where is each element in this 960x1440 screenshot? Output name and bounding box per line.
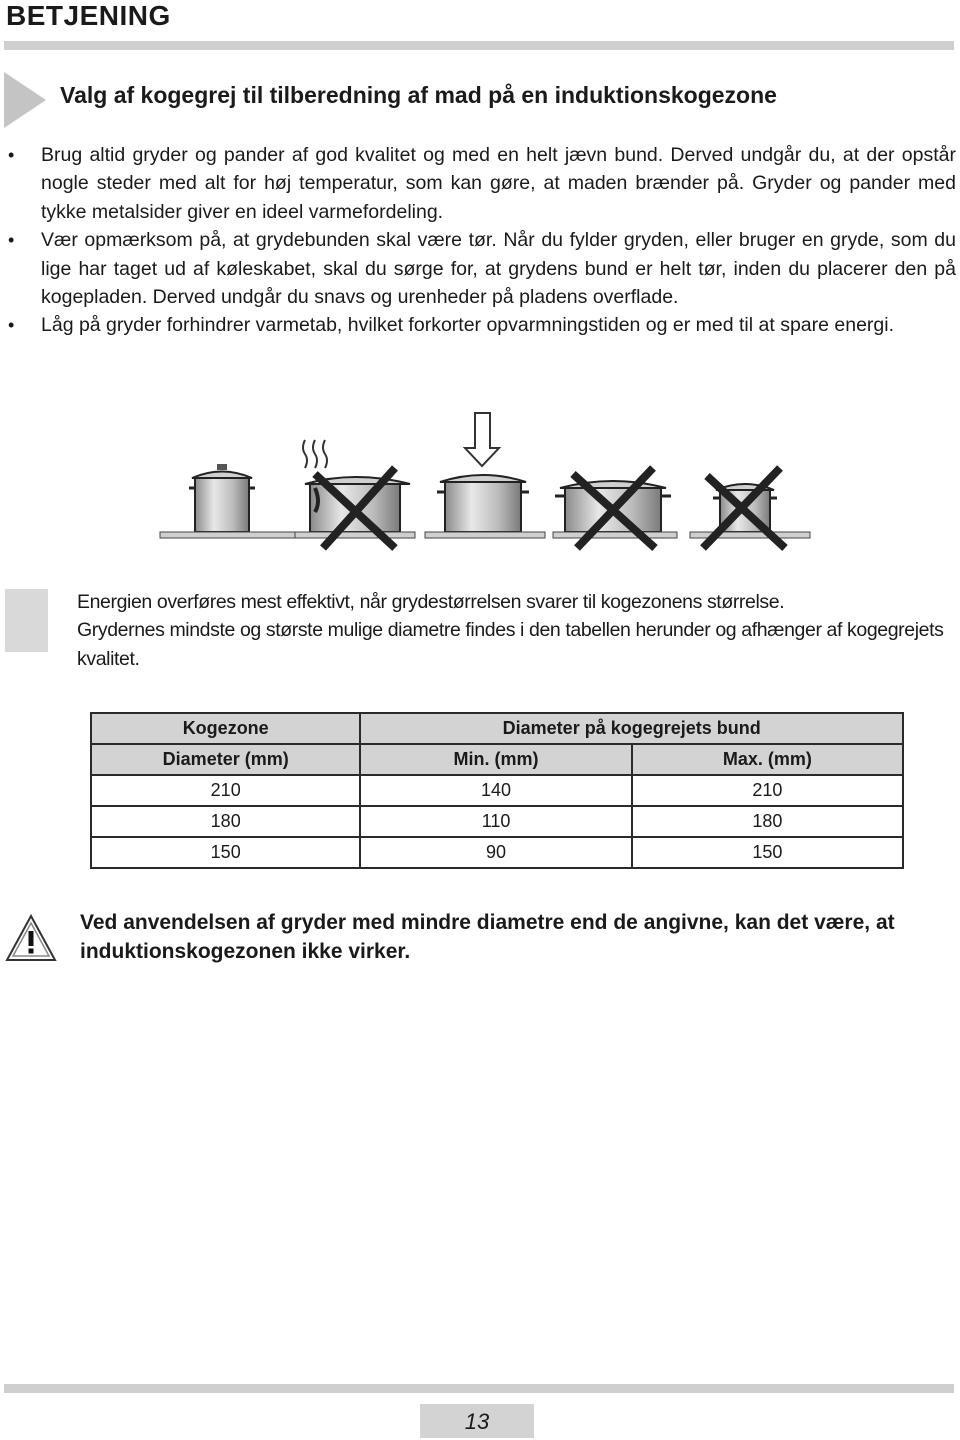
bullet-text: Vær opmærksom på, at grydebunden skal være tør. Når du fylder gryden, eller bruger en gryde, som du lige har taget ud af køleskabet, skal du sørge for, at grydens bund er helt tør, inden du placerer den på kogepladen. Derved undgår du snavs og urenheder på pladens overflade. [41,229,956,309]
cookware-diameter-table [90,712,904,869]
table-header-row [91,744,903,775]
pot-too-large-icon [553,468,677,548]
bullet-list [6,141,956,340]
section-arrow-icon [4,72,46,128]
cookware-illustration [155,408,815,553]
pot-correct-icon [160,464,295,538]
table-row [91,806,903,837]
table-cell: 210 [632,775,903,806]
table-header-cell: Min. (mm) [360,744,631,775]
footer-rule [4,1384,954,1393]
warning-text: Ved anvendelsen af gryder med mindre diametre end de angivne, kan det være, at induktionskogezonen ikke virker. [80,911,895,963]
table-header-cell: Kogezone [91,713,360,744]
table-cell: 210 [91,775,360,806]
page-title: BETJENING [6,0,171,31]
bullet-dot-icon: • [8,230,15,251]
pot-centered-icon [425,413,545,538]
bullet-item [6,141,956,226]
table-row [91,775,903,806]
bullet-dot-icon: • [8,315,15,336]
table-cell: 180 [632,806,903,837]
table-row [91,837,903,868]
header-rule [4,41,954,50]
note-marker [5,589,48,652]
table-cell: 140 [360,775,631,806]
bullet-dot-icon: • [8,145,15,165]
table-header-row [91,713,903,744]
bullet-item [6,311,956,339]
bullet-text: Brug altid gryder og pander af god kvalitet og med en helt jævn bund. Derved undgår du, at der opstår nogle steder med alt for høj temperatur, som kan gøre, at maden brænder på. Gryder og pander med tykke metalsider giver en ideel varmefordeling. [41,144,956,223]
pot-overflow-icon [295,440,415,548]
bullet-text: Låg på gryder forhindrer varmetab, hvilket forkorter opvarmningstiden og er med til at spare energi. [41,314,895,337]
warning-icon [5,913,57,963]
table-header-cell: Diameter på kogegrejets bund [360,713,903,744]
section-title: Valg af kogegrej til tilberedning af mad på en induktionskogezone [60,82,777,108]
pot-too-small-icon [690,468,810,548]
note-line: Grydernes mindste og største mulige diametre findes i den tabellen herunder og afhænger af kogegrejets kvalitet. [77,619,944,670]
note-line: Energien overføres mest effektivt, når grydestørrelsen svarer til kogezonens størrelse. [77,591,785,613]
table-cell: 150 [632,837,903,868]
table-header-cell: Max. (mm) [632,744,903,775]
table-cell: 180 [91,806,360,837]
table-cell: 90 [360,837,631,868]
table-cell: 150 [91,837,360,868]
table-cell: 110 [360,806,631,837]
table-header-cell: Diameter (mm) [91,744,360,775]
page-number: 13 [420,1404,534,1438]
note-text [77,588,957,673]
bullet-item [6,226,956,311]
